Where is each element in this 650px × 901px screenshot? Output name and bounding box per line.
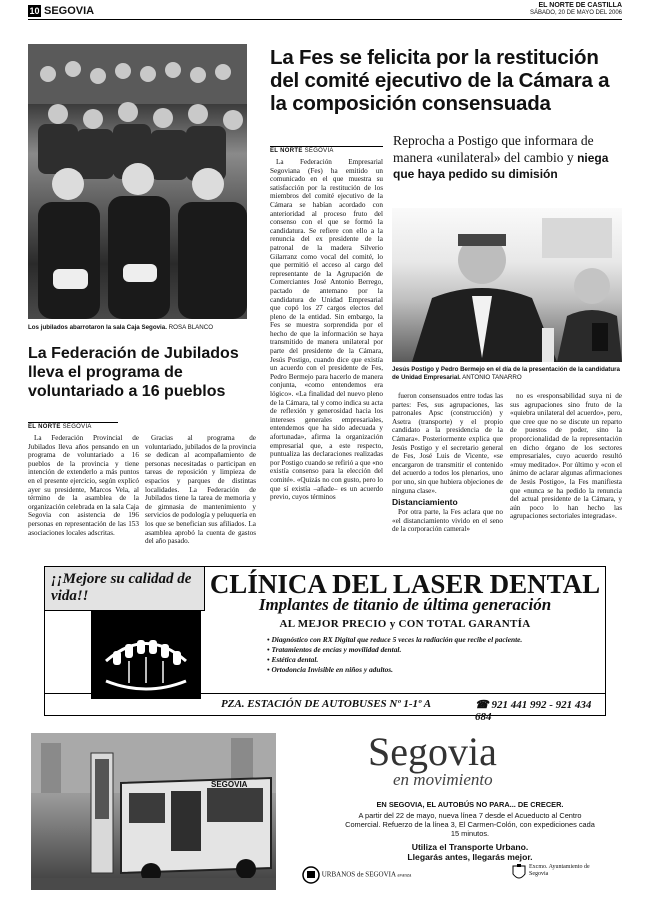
main-byline [270,146,383,156]
masthead-title: EL NORTE DE CASTILLA [538,2,622,9]
byline-place: SEGOVIA [62,424,92,430]
operator-name: URBANOS de SEGOVIA [321,870,396,879]
bus-ad-body: A partir del 22 de mayo, nueva línea 7 desde el Acueducto al Centro Comercial. Refuerzo de la línea 3, El Carmen-Colón, con expediciones cada 15 minutos. [345,811,595,838]
dental-implant-logo [91,611,201,699]
jubilados-headline: La Federación de Jubilados lleva el programa de voluntariado a 16 pueblos [28,345,239,400]
page-number: 10 [29,6,40,16]
postigo-photo-caption [392,366,622,382]
operator-sub: avanza [397,873,412,879]
main-headline: La Fes se felicita por la restitución del comité ejecutivo de la Cámara a la composición consensuada [270,46,610,115]
press-conference-illustration [392,208,622,362]
jubilados-column-2 [145,434,256,552]
urbanos-segovia-logo [302,866,422,888]
photo-credit: ROSA BLANCO [168,324,214,331]
cta-line-1: Utiliza el Transporte Urbano. [411,842,529,852]
dental-clinic-ad [44,566,606,723]
clinic-subtitle: Implantes de titanio de última generación [258,595,552,614]
main-article-column-3 [510,392,622,552]
service-item: • Estética dental. [267,655,597,665]
ad-slogan: ¡¡Mejore su calidad de vida!! [45,567,205,611]
byline-place: SEGOVIA [304,148,334,154]
main-article-column-2 [392,392,503,552]
council-name: Excmo. Ayuntamiento de Segovia [529,864,590,877]
byline-source: EL NORTE [270,148,303,154]
operator-icon [302,866,320,884]
segovia-title: Segovia [368,729,497,774]
caption-text: Jesús Postigo y Pedro Bermejo en el día de la presentación de la candidatura de Unidad Empresarial. [392,366,620,381]
bus-destination-sign: SEGOVIA [211,780,248,789]
photo-credit: ANTONIO TANARRO [462,374,522,381]
service-item: • Ortodoncia Invisible en niños y adultos. [267,665,597,675]
page-header [28,4,622,20]
bus-ad-headline: EN SEGOVIA, EL AUTOBÚS NO PARA... DE CRECER. [376,800,564,809]
article-paragraph: La Federación Empresarial Segoviana (Fes) ha emitido un comunicado en el que muestra su satisfacción por la restitución de los miembros del comité ejecutivo de la Cámara se habían acordado con anterioridad al proceso fruto del consenso con el que se formó la candidatura. Se refiere con ello a la renuncia del ex presidente de la patronal de la madera Silverio Gilarranz como vocal del comité, lo que permitió el acceso al cargo del representante de la Agrupación de Comerciantes José Antonio Berrego, pactado de antemano por la candidatura de Unidad Empresarial que copó los 27 cargos electos del pleno de la entidad. Sin embargo, la Fes se muestra sorprendida por el hecho de que la información se haya transmitido de manera unilateral por parte del presidente de la Cámara, Jesús Postigo, cuando dice que existía un acuerdo con el presidente de Fes, Pedro Bermejo para hacerlo de manera conjunta, «como entendemos era lógico». «La finalidad del nuevo pleno de la Cámara, tal y como indica su acta de reflexión y generosidad hacia los intereses generales empresariales, entendemos que ha sido adecuada y afortunada», afirma la organización empresarial que, a este respecto, puntualiza las declaraciones realizadas por Postigo cuando se refirió a que «no existía consenso para la elección del comité». «Quizás no con gusto, pero lo que sí existía –añade– es un acuerdo previo, cuyos términos [270,158,383,502]
audience-illustration [28,44,247,319]
article-paragraph: Gracias al programa de voluntariado, jubilados de la provincia se dedican al acompañamiento de personas necesitadas o participan en tareas de reposición y limpieza de espacios y parques de distintas localidades. La Federación de Jubilados tiene la tarea de memoria y de gimnasia de mantenimiento y servicios de podología y peluquería en los que se benefician sus afiliados. La asamblea aprobó la cuenta de gastos del año pasado. [145,434,256,546]
clinic-contact-bar [45,693,605,723]
jubilados-column-1 [28,434,139,552]
article-paragraph: fueron consensuados entre todas las partes: Fes, sus agrupaciones, las patronales Apsc (construcción) y Asetra (transporte) y el propio candidato a la presidencia de la Cámara». Posteriormente explica que Jesús Postigo y el secretario general de Fes, José Luis de Vicente, «se encargaron de transmitir el contenido del acuerdo a todos los plenarios, uno por uno, sin que hubiera objeciones de ninguna clase». [392,392,503,495]
tagline-prefix: en [393,770,410,789]
coat-of-arms-icon [512,864,526,882]
jubilados-photo-caption [28,324,247,332]
clinic-phone: ☎ 921 441 992 - 921 434 684 [475,699,592,723]
bus-ad-cta [340,842,600,862]
article-subhead: Distanciamiento [392,497,458,508]
clinic-name: CLÍNICA DEL LASER DENTAL [209,569,601,599]
postigo-bermejo-photo [392,208,622,362]
clinic-price-line: AL MEJOR PRECIO y CON TOTAL GARANTÍA [279,618,531,630]
caption-text: Los jubilados abarrotaron la sala Caja Segovia. [28,324,167,331]
cta-line-2: Llegarás antes, llegarás mejor. [407,852,533,862]
bus-illustration [31,733,276,890]
deck-line-1: Reprocha a Postigo que informara de manera «unilateral» del cambio y [393,133,594,165]
service-item: • Tratamientos de encías y movilidad dental. [267,645,597,655]
segovia-tagline [393,770,493,790]
article-paragraph: Por otra parte, la Fes aclara que no «el distanciamiento vivido en el seno de la corporación cameral» [392,508,503,534]
main-article-column-1 [270,158,383,552]
clinic-services-list [267,635,597,675]
clinic-address: PZA. ESTACIÓN DE AUTOBUSES Nº 1-1º A [221,698,432,710]
jubilados-byline [28,422,118,432]
main-deck [393,133,622,183]
ayuntamiento-logo [512,864,602,890]
deck-line-2: niega que haya pedido su dimisión [393,150,609,181]
section-name: SEGOVIA [44,5,95,17]
article-paragraph: no es «responsabilidad suya ni de sus agrupaciones sino fruto de la «quiebra unilateral del acuerdo», pero, que cree que no se discute un reparto de puestos de poder, sino la proporcionalidad de la representación en dicho órgano de los sectores empresariales, cuyo acuerdo resultó «muy meditado». Por último y «con el ánimo de aclarar algunas afirmaciones de Jesús Postigo», la Fes manifiesta que «nunca se ha pedido la renuncia del actual presidente de la Cámara, y aún poco lo han hecho las agrupaciones sectoriales integradas». [510,392,622,521]
jubilados-photo [28,44,247,319]
byline-source: EL NORTE [28,424,61,430]
bus-ad-photo [31,733,276,890]
dateline: SÁBADO, 20 DE MAYO DEL 2006 [529,10,622,16]
masthead [530,2,622,16]
service-item: • Diagnóstico con RX Digital que reduce 5 veces la radiación que recibe el paciente. [267,635,597,645]
tagline-word: movimiento [413,770,493,789]
teeth-icon [91,611,201,699]
article-paragraph: La Federación Provincial de Jubilados lleva años pensando en un programa de voluntariado a 16 pueblos de la provincia y tiene intención de extenderlo a más puntos en el presente ejercicio, según explicó ayer su presidente, Marcos Vela, al término de la asamblea de la organización celebrada en la sala Caja Segovia con asistencia de 196 personas en representación de las 153 asociaciones locales adscritas. [28,434,139,537]
